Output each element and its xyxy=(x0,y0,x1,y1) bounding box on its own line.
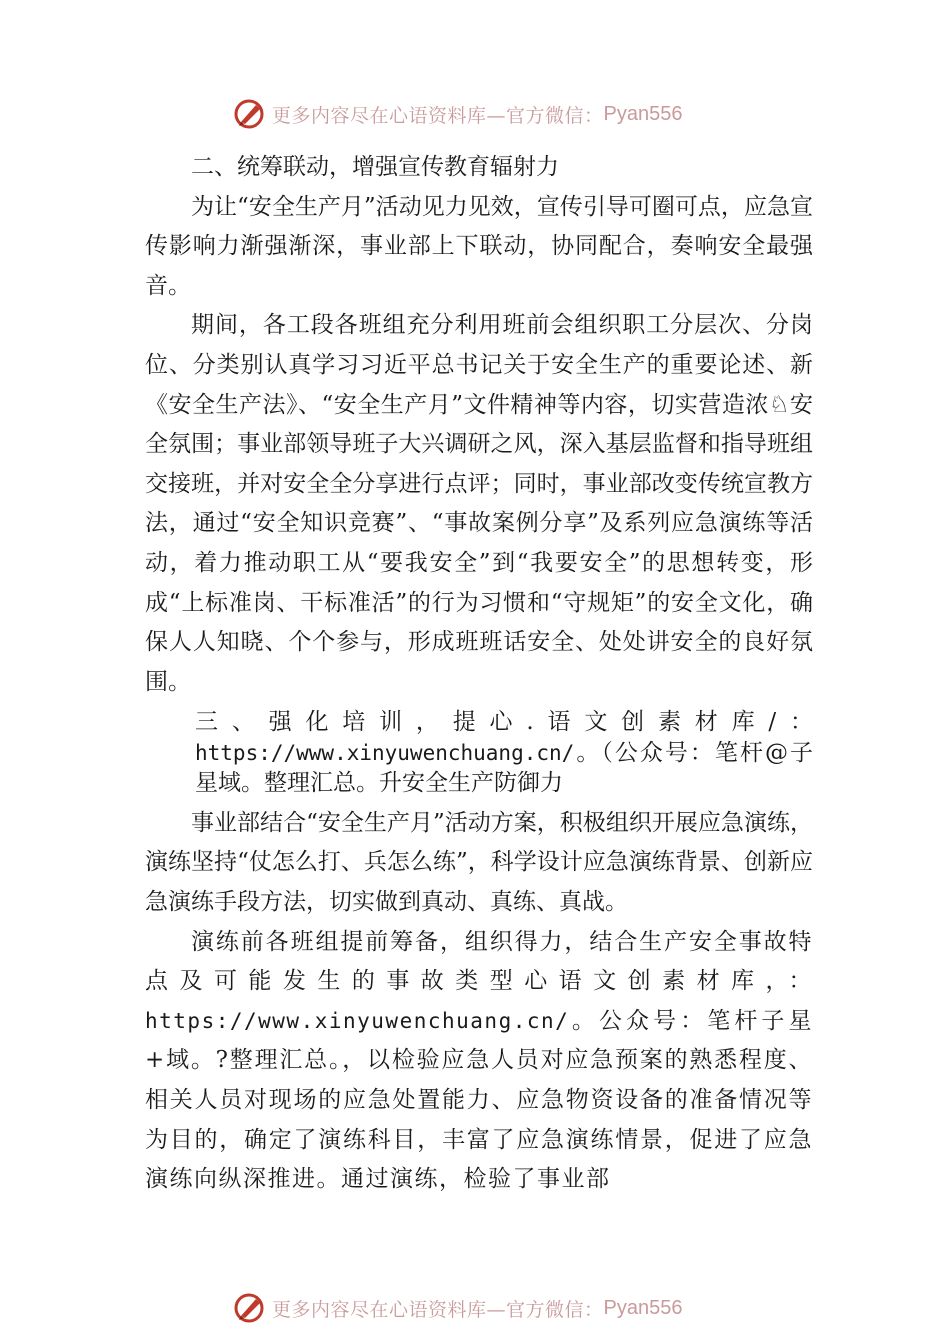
header-watermark-banner xyxy=(232,96,682,132)
paragraph: 事业部结合“安全生产月”活动方案，积极组织开展应急演练，演练坚持“仗怎么打、兵怎么练”，科学设计应急演练背景、创新应急演练手段方法，切实做到真动、真练、真战。 xyxy=(145,809,813,915)
pen-logo-icon xyxy=(232,97,266,131)
banner-contact: Pyan556 xyxy=(603,102,683,125)
paragraph-text: 演练前各班组提前筹备，组织得力，结合生产安全事故特点及可能发生的事故类型心语文创素材库，： xyxy=(145,928,813,995)
paragraph-text-tail: 。公众号：笔杆子星+域。?整理汇总。，以检验应急人员对应急预案的熟悉程度、相关人员对现场的应急处置能力、应急物资设备的准备情况等为目的，确定了演练科目，丰富了应急演练情景，促进了应急演练向纵深推进。通过演练，检验了事业部 xyxy=(145,1007,813,1193)
paragraph: 期间，各工段各班组充分利用班前会组织职工分层次、分岗位、分类别认真学习习近平总书记关于安全生产的重要论述、新《安全生产法》、“安全生产月”文件精神等内容，切实营造浓♘安全氛围；事业部领导班子大兴调研之风，深入基层监督和指导班组交接班，并对安全全分享进行点评；同时，事业部改变传统宣教方法，通过“安全知识竞赛”、“事故案例分享”及系列应急演练等活动，着力推动职工从“要我安全”到“我要安全”的思想转变，形成“上标准岗、干标准活”的行为习惯和“守规矩”的安全文化，确保人人知晓、个个参与，形成班班话安全、处处讲安全的良好氛围。 xyxy=(145,312,813,695)
banner-text: 更多内容尽在心语资料库—官方微信： xyxy=(272,104,604,127)
heading-text: 三、强化培训，提心.语文创素材库/： xyxy=(195,709,813,736)
paragraph: 为让“安全生产月”活动见力见效，宣传引导可圈可点，应急宣传影响力渐强渐深，事业部上下联动，协同配合，奏响安全最强音。 xyxy=(145,193,813,299)
paragraph xyxy=(145,923,813,1200)
section-heading-2: 二、统筹联动，增强宣传教育辐射力 xyxy=(191,154,559,180)
url-text: https://www.xinyuwenchuang.cn/ xyxy=(145,1008,570,1033)
banner-contact: Pyan556 xyxy=(603,1296,683,1319)
heading-text-tail: 。（公众号：笔杆@子星域。整理汇总。升安全生产防御力 xyxy=(195,739,813,797)
banner-text: 更多内容尽在心语资料库—官方微信： xyxy=(272,1298,604,1321)
footer-watermark-banner xyxy=(232,1290,682,1326)
pen-logo-icon xyxy=(232,1291,266,1325)
url-text: https://www.xinyuwenchuang.cn/ xyxy=(195,740,575,765)
document-body xyxy=(145,148,813,1200)
section-heading-3 xyxy=(145,707,813,799)
